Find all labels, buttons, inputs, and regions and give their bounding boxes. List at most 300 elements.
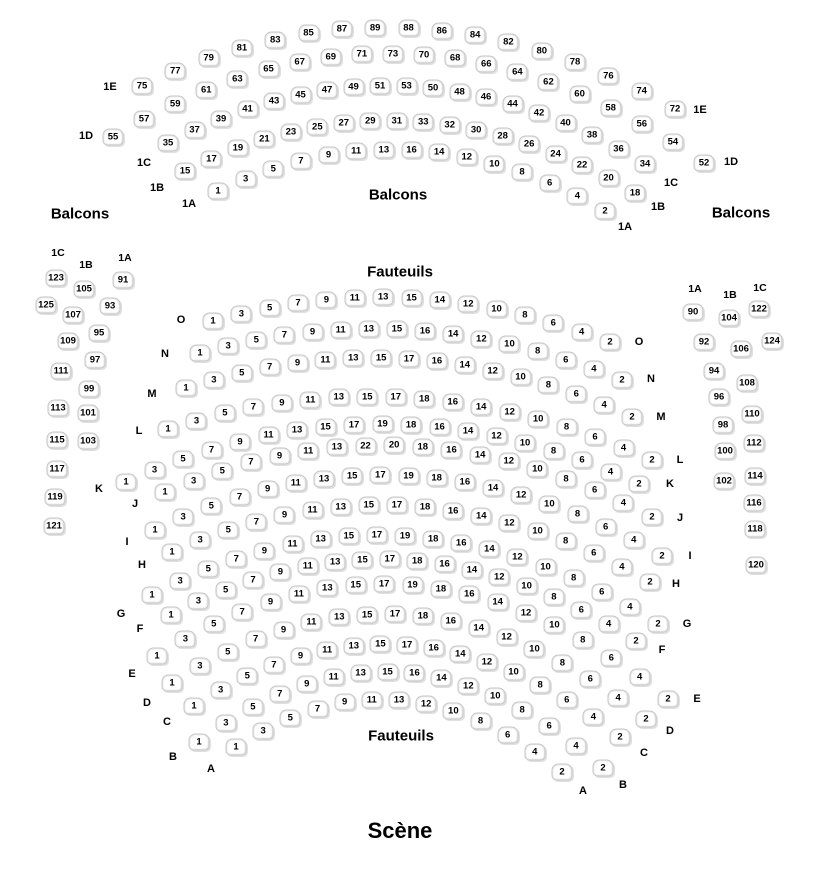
seat-D-12[interactable]: 12 — [496, 628, 517, 645]
seat-L-1[interactable]: 1 — [158, 421, 179, 438]
seat-J-18[interactable]: 18 — [412, 438, 433, 455]
seat-D-18[interactable]: 18 — [412, 608, 433, 625]
seat-box-right-100[interactable]: 100 — [715, 443, 736, 460]
seat-balcony-1A-3[interactable]: 3 — [235, 170, 256, 187]
seat-box-right-112[interactable]: 112 — [744, 435, 765, 452]
seat-O-1[interactable]: 1 — [203, 313, 224, 330]
seat-C-7[interactable]: 7 — [263, 657, 284, 674]
seat-balcony-1E-89[interactable]: 89 — [365, 19, 386, 36]
seat-N-5[interactable]: 5 — [246, 331, 267, 348]
seat-balcony-1C-48[interactable]: 48 — [449, 83, 470, 100]
seat-box-left-99[interactable]: 99 — [79, 381, 100, 398]
seat-F-15[interactable]: 15 — [352, 551, 373, 568]
seat-H-9[interactable]: 9 — [274, 507, 295, 524]
seat-balcony-1C-44[interactable]: 44 — [502, 96, 523, 113]
seat-G-14[interactable]: 14 — [479, 541, 500, 558]
seat-I-3[interactable]: 3 — [173, 509, 194, 526]
seat-box-left-103[interactable]: 103 — [78, 433, 99, 450]
seat-K-16[interactable]: 16 — [429, 419, 450, 436]
seat-G-11[interactable]: 11 — [282, 536, 303, 553]
seat-box-left-123[interactable]: 123 — [46, 270, 67, 287]
seat-F-10[interactable]: 10 — [516, 577, 537, 594]
seat-I-12[interactable]: 12 — [511, 487, 532, 504]
seat-balcony-1B-22[interactable]: 22 — [572, 157, 593, 174]
seat-balcony-1B-27[interactable]: 27 — [333, 115, 354, 132]
seat-A-7[interactable]: 7 — [307, 700, 328, 717]
seat-balcony-1A-5[interactable]: 5 — [263, 160, 284, 177]
seat-K-12[interactable]: 12 — [486, 428, 507, 445]
seat-E-4[interactable]: 4 — [629, 669, 650, 686]
seat-O-13[interactable]: 13 — [373, 289, 394, 306]
seat-box-right-90[interactable]: 90 — [683, 304, 704, 321]
seat-balcony-1C-34[interactable]: 34 — [635, 156, 656, 173]
seat-box-left-121[interactable]: 121 — [44, 518, 65, 535]
seat-box-right-106[interactable]: 106 — [731, 341, 752, 358]
seat-A-2[interactable]: 2 — [552, 764, 573, 781]
seat-balcony-1D-68[interactable]: 68 — [445, 50, 466, 67]
seat-A-4[interactable]: 4 — [524, 743, 545, 760]
seat-H-15[interactable]: 15 — [358, 497, 379, 514]
seat-C-6[interactable]: 6 — [556, 691, 577, 708]
seat-J-20[interactable]: 20 — [384, 437, 405, 454]
seat-J-2[interactable]: 2 — [642, 509, 663, 526]
seat-box-left-105[interactable]: 105 — [74, 281, 95, 298]
seat-N-4[interactable]: 4 — [583, 361, 604, 378]
seat-L-9[interactable]: 9 — [271, 394, 292, 411]
seat-balcony-1B-17[interactable]: 17 — [201, 150, 222, 167]
seat-balcony-1E-74[interactable]: 74 — [631, 83, 652, 100]
seat-D-14[interactable]: 14 — [468, 619, 489, 636]
seat-F-8[interactable]: 8 — [543, 588, 564, 605]
seat-B-14[interactable]: 14 — [431, 669, 452, 686]
seat-F-5[interactable]: 5 — [215, 581, 236, 598]
seat-E-18[interactable]: 18 — [430, 580, 451, 597]
seat-B-13[interactable]: 13 — [350, 664, 371, 681]
seat-D-17[interactable]: 17 — [385, 606, 406, 623]
seat-D-1[interactable]: 1 — [162, 675, 183, 692]
seat-balcony-1C-38[interactable]: 38 — [582, 127, 603, 144]
seat-A-3[interactable]: 3 — [253, 722, 274, 739]
seat-L-7[interactable]: 7 — [243, 399, 264, 416]
seat-M-1[interactable]: 1 — [176, 380, 197, 397]
seat-D-9[interactable]: 9 — [273, 621, 294, 638]
seat-balcony-1D-70[interactable]: 70 — [414, 46, 435, 63]
seat-balcony-1D-54[interactable]: 54 — [662, 134, 683, 151]
seat-H-17[interactable]: 17 — [386, 497, 407, 514]
seat-balcony-1A-6[interactable]: 6 — [539, 175, 560, 192]
seat-F-16[interactable]: 16 — [434, 556, 455, 573]
seat-J-12[interactable]: 12 — [498, 453, 519, 470]
seat-B-5[interactable]: 5 — [242, 699, 263, 716]
seat-F-13[interactable]: 13 — [325, 554, 346, 571]
seat-N-10[interactable]: 10 — [499, 336, 520, 353]
seat-J-4[interactable]: 4 — [613, 494, 634, 511]
seat-balcony-1C-43[interactable]: 43 — [264, 93, 285, 110]
seat-E-17[interactable]: 17 — [374, 575, 395, 592]
seat-B-9[interactable]: 9 — [296, 676, 317, 693]
seat-balcony-1B-26[interactable]: 26 — [519, 135, 540, 152]
seat-A-10[interactable]: 10 — [443, 702, 464, 719]
seat-E-5[interactable]: 5 — [203, 616, 224, 633]
seat-O-9[interactable]: 9 — [316, 291, 337, 308]
seat-box-right-118[interactable]: 118 — [745, 521, 766, 538]
seat-G-2[interactable]: 2 — [648, 616, 669, 633]
seat-E-2[interactable]: 2 — [658, 691, 679, 708]
seat-N-14[interactable]: 14 — [443, 326, 464, 343]
seat-box-right-98[interactable]: 98 — [713, 417, 734, 434]
seat-N-7[interactable]: 7 — [274, 327, 295, 344]
seat-balcony-1D-57[interactable]: 57 — [134, 111, 155, 128]
seat-balcony-1A-8[interactable]: 8 — [512, 164, 533, 181]
seat-F-11[interactable]: 11 — [297, 558, 318, 575]
seat-balcony-1D-73[interactable]: 73 — [382, 45, 403, 62]
seat-H-18[interactable]: 18 — [415, 499, 436, 516]
seat-M-7[interactable]: 7 — [259, 358, 280, 375]
seat-I-1[interactable]: 1 — [145, 522, 166, 539]
seat-balcony-1B-20[interactable]: 20 — [598, 170, 619, 187]
seat-B-1[interactable]: 1 — [189, 734, 210, 751]
seat-C-17[interactable]: 17 — [397, 637, 418, 654]
seat-A-12[interactable]: 12 — [416, 695, 437, 712]
seat-A-5[interactable]: 5 — [280, 710, 301, 727]
seat-D-8[interactable]: 8 — [552, 654, 573, 671]
seat-balcony-1A-13[interactable]: 13 — [373, 141, 394, 158]
seat-K-9[interactable]: 9 — [230, 433, 251, 450]
seat-J-13[interactable]: 13 — [326, 439, 347, 456]
seat-H-5[interactable]: 5 — [218, 522, 239, 539]
seat-L-12[interactable]: 12 — [499, 404, 520, 421]
seat-balcony-1C-49[interactable]: 49 — [343, 79, 364, 96]
seat-balcony-1A-14[interactable]: 14 — [429, 144, 450, 161]
seat-box-left-91[interactable]: 91 — [113, 272, 134, 289]
seat-G-3[interactable]: 3 — [170, 573, 191, 590]
seat-G-5[interactable]: 5 — [198, 561, 219, 578]
seat-K-2[interactable]: 2 — [629, 476, 650, 493]
seat-H-14[interactable]: 14 — [471, 507, 492, 524]
seat-N-2[interactable]: 2 — [612, 372, 633, 389]
seat-E-11[interactable]: 11 — [288, 585, 309, 602]
seat-balcony-1B-30[interactable]: 30 — [466, 121, 487, 138]
seat-H-16[interactable]: 16 — [443, 502, 464, 519]
seat-balcony-1D-69[interactable]: 69 — [320, 49, 341, 66]
seat-K-4[interactable]: 4 — [600, 463, 621, 480]
seat-C-16[interactable]: 16 — [423, 640, 444, 657]
seat-N-15[interactable]: 15 — [386, 321, 407, 338]
seat-balcony-1E-87[interactable]: 87 — [331, 21, 352, 38]
seat-box-left-95[interactable]: 95 — [89, 325, 110, 342]
seat-I-10[interactable]: 10 — [539, 495, 560, 512]
seat-K-5[interactable]: 5 — [173, 450, 194, 467]
seat-K-6[interactable]: 6 — [572, 452, 593, 469]
seat-M-9[interactable]: 9 — [287, 354, 308, 371]
seat-L-6[interactable]: 6 — [585, 429, 606, 446]
seat-E-8[interactable]: 8 — [572, 632, 593, 649]
seat-F-18[interactable]: 18 — [407, 553, 428, 570]
seat-L-17[interactable]: 17 — [385, 389, 406, 406]
seat-G-10[interactable]: 10 — [535, 558, 556, 575]
seat-M-16[interactable]: 16 — [426, 353, 447, 370]
seat-balcony-1A-4[interactable]: 4 — [567, 188, 588, 205]
seat-balcony-1D-52[interactable]: 52 — [694, 155, 715, 172]
seat-O-8[interactable]: 8 — [514, 306, 535, 323]
seat-box-left-93[interactable]: 93 — [100, 298, 121, 315]
seat-balcony-1A-7[interactable]: 7 — [290, 152, 311, 169]
seat-N-16[interactable]: 16 — [415, 323, 436, 340]
seat-J-7[interactable]: 7 — [240, 454, 261, 471]
seat-O-12[interactable]: 12 — [458, 295, 479, 312]
seat-box-left-125[interactable]: 125 — [36, 297, 57, 314]
seat-H-10[interactable]: 10 — [527, 523, 548, 540]
seat-balcony-1D-59[interactable]: 59 — [165, 95, 186, 112]
seat-O-2[interactable]: 2 — [600, 334, 621, 351]
seat-M-2[interactable]: 2 — [622, 409, 643, 426]
seat-L-4[interactable]: 4 — [613, 439, 634, 456]
seat-E-9[interactable]: 9 — [260, 593, 281, 610]
seat-G-7[interactable]: 7 — [226, 551, 247, 568]
seat-I-2[interactable]: 2 — [652, 548, 673, 565]
seat-balcony-1E-77[interactable]: 77 — [165, 63, 186, 80]
seat-G-6[interactable]: 6 — [591, 583, 612, 600]
seat-N-3[interactable]: 3 — [218, 337, 239, 354]
seat-E-7[interactable]: 7 — [232, 603, 253, 620]
seat-balcony-1C-35[interactable]: 35 — [158, 135, 179, 152]
seat-C-1[interactable]: 1 — [184, 698, 205, 715]
seat-L-16[interactable]: 16 — [442, 394, 463, 411]
seat-I-5[interactable]: 5 — [201, 498, 222, 515]
seat-L-8[interactable]: 8 — [556, 419, 577, 436]
seat-balcony-1C-40[interactable]: 40 — [555, 115, 576, 132]
seat-balcony-1B-23[interactable]: 23 — [280, 124, 301, 141]
seat-box-right-124[interactable]: 124 — [762, 333, 783, 350]
seat-A-11[interactable]: 11 — [361, 691, 382, 708]
seat-D-5[interactable]: 5 — [217, 643, 238, 660]
seat-box-left-117[interactable]: 117 — [47, 461, 68, 478]
seat-box-right-108[interactable]: 108 — [737, 375, 758, 392]
seat-O-11[interactable]: 11 — [344, 289, 365, 306]
seat-I-8[interactable]: 8 — [567, 506, 588, 523]
seat-H-3[interactable]: 3 — [190, 532, 211, 549]
seat-balcony-1C-42[interactable]: 42 — [529, 104, 550, 121]
seat-box-right-96[interactable]: 96 — [709, 389, 730, 406]
seat-K-14[interactable]: 14 — [458, 422, 479, 439]
seat-N-6[interactable]: 6 — [555, 351, 576, 368]
seat-balcony-1D-60[interactable]: 60 — [569, 85, 590, 102]
seat-B-4[interactable]: 4 — [566, 737, 587, 754]
seat-balcony-1A-16[interactable]: 16 — [401, 142, 422, 159]
seat-balcony-1C-39[interactable]: 39 — [211, 110, 232, 127]
seat-E-14[interactable]: 14 — [487, 594, 508, 611]
seat-balcony-1B-18[interactable]: 18 — [625, 185, 646, 202]
seat-A-8[interactable]: 8 — [470, 713, 491, 730]
seat-balcony-1C-37[interactable]: 37 — [184, 122, 205, 139]
seat-E-10[interactable]: 10 — [544, 617, 565, 634]
seat-F-14[interactable]: 14 — [461, 561, 482, 578]
seat-I-19[interactable]: 19 — [398, 468, 419, 485]
seat-box-right-120[interactable]: 120 — [746, 557, 767, 574]
seat-F-1[interactable]: 1 — [161, 607, 182, 624]
seat-O-4[interactable]: 4 — [571, 323, 592, 340]
seat-B-11[interactable]: 11 — [323, 668, 344, 685]
seat-B-15[interactable]: 15 — [377, 663, 398, 680]
seat-K-11[interactable]: 11 — [258, 427, 279, 444]
seat-balcony-1B-15[interactable]: 15 — [175, 163, 196, 180]
seat-K-7[interactable]: 7 — [201, 441, 222, 458]
seat-H-1[interactable]: 1 — [162, 544, 183, 561]
seat-M-17[interactable]: 17 — [399, 351, 420, 368]
seat-H-6[interactable]: 6 — [583, 545, 604, 562]
seat-K-19[interactable]: 19 — [372, 416, 393, 433]
seat-balcony-1D-61[interactable]: 61 — [196, 82, 217, 99]
seat-balcony-1E-75[interactable]: 75 — [132, 78, 153, 95]
seat-A-1[interactable]: 1 — [226, 739, 247, 756]
seat-balcony-1B-21[interactable]: 21 — [254, 131, 275, 148]
seat-balcony-1D-71[interactable]: 71 — [351, 46, 372, 63]
seat-M-4[interactable]: 4 — [594, 396, 615, 413]
seat-balcony-1B-24[interactable]: 24 — [545, 145, 566, 162]
seat-F-9[interactable]: 9 — [270, 564, 291, 581]
seat-balcony-1C-53[interactable]: 53 — [396, 78, 417, 95]
seat-K-10[interactable]: 10 — [515, 434, 536, 451]
seat-G-16[interactable]: 16 — [451, 534, 472, 551]
seat-F-12[interactable]: 12 — [489, 568, 510, 585]
seat-balcony-1E-72[interactable]: 72 — [665, 101, 686, 118]
seat-G-12[interactable]: 12 — [507, 548, 528, 565]
seat-balcony-1E-76[interactable]: 76 — [598, 67, 619, 84]
seat-L-10[interactable]: 10 — [528, 411, 549, 428]
seat-H-8[interactable]: 8 — [555, 533, 576, 550]
seat-M-10[interactable]: 10 — [510, 369, 531, 386]
seat-balcony-1E-83[interactable]: 83 — [265, 31, 286, 48]
seat-I-7[interactable]: 7 — [229, 489, 250, 506]
seat-M-12[interactable]: 12 — [482, 362, 503, 379]
seat-I-4[interactable]: 4 — [623, 532, 644, 549]
seat-H-11[interactable]: 11 — [302, 502, 323, 519]
seat-O-10[interactable]: 10 — [486, 300, 507, 317]
seat-H-7[interactable]: 7 — [246, 513, 267, 530]
seat-L-11[interactable]: 11 — [300, 391, 321, 408]
seat-K-13[interactable]: 13 — [287, 422, 308, 439]
seat-E-3[interactable]: 3 — [175, 630, 196, 647]
seat-C-12[interactable]: 12 — [476, 653, 497, 670]
seat-K-1[interactable]: 1 — [116, 474, 137, 491]
seat-K-8[interactable]: 8 — [543, 442, 564, 459]
seat-N-13[interactable]: 13 — [358, 320, 379, 337]
seat-I-14[interactable]: 14 — [483, 479, 504, 496]
seat-G-19[interactable]: 19 — [395, 528, 416, 545]
seat-E-15[interactable]: 15 — [345, 576, 366, 593]
seat-M-8[interactable]: 8 — [538, 377, 559, 394]
seat-L-5[interactable]: 5 — [214, 405, 235, 422]
seat-F-2[interactable]: 2 — [626, 633, 647, 650]
seat-balcony-1C-50[interactable]: 50 — [423, 80, 444, 97]
seat-F-7[interactable]: 7 — [243, 572, 264, 589]
seat-balcony-1D-62[interactable]: 62 — [538, 73, 559, 90]
seat-N-8[interactable]: 8 — [527, 343, 548, 360]
seat-D-3[interactable]: 3 — [189, 658, 210, 675]
seat-box-left-119[interactable]: 119 — [45, 489, 66, 506]
seat-J-16[interactable]: 16 — [441, 442, 462, 459]
seat-H-2[interactable]: 2 — [640, 574, 661, 591]
seat-A-9[interactable]: 9 — [334, 694, 355, 711]
seat-balcony-1C-41[interactable]: 41 — [237, 101, 258, 118]
seat-balcony-1B-28[interactable]: 28 — [492, 127, 513, 144]
seat-box-right-110[interactable]: 110 — [742, 406, 763, 423]
seat-balcony-1E-81[interactable]: 81 — [231, 39, 252, 56]
seat-B-2[interactable]: 2 — [593, 760, 614, 777]
seat-C-15[interactable]: 15 — [370, 636, 391, 653]
seat-box-right-102[interactable]: 102 — [714, 473, 735, 490]
seat-C-10[interactable]: 10 — [503, 663, 524, 680]
seat-C-3[interactable]: 3 — [210, 682, 231, 699]
seat-A-13[interactable]: 13 — [389, 692, 410, 709]
seat-O-6[interactable]: 6 — [543, 314, 564, 331]
seat-J-10[interactable]: 10 — [527, 461, 548, 478]
seat-balcony-1B-31[interactable]: 31 — [386, 112, 407, 129]
seat-G-1[interactable]: 1 — [142, 587, 163, 604]
seat-balcony-1A-12[interactable]: 12 — [456, 149, 477, 166]
seat-N-12[interactable]: 12 — [471, 330, 492, 347]
seat-G-8[interactable]: 8 — [563, 570, 584, 587]
seat-balcony-1D-56[interactable]: 56 — [631, 116, 652, 133]
seat-D-15[interactable]: 15 — [357, 606, 378, 623]
seat-I-9[interactable]: 9 — [257, 481, 278, 498]
seat-G-9[interactable]: 9 — [254, 542, 275, 559]
seat-I-15[interactable]: 15 — [342, 468, 363, 485]
seat-box-right-122[interactable]: 122 — [749, 301, 770, 318]
seat-C-2[interactable]: 2 — [610, 729, 631, 746]
seat-balcony-1D-63[interactable]: 63 — [227, 70, 248, 87]
seat-balcony-1E-78[interactable]: 78 — [565, 54, 586, 71]
seat-B-16[interactable]: 16 — [404, 665, 425, 682]
seat-J-1[interactable]: 1 — [155, 484, 176, 501]
seat-O-3[interactable]: 3 — [231, 305, 252, 322]
seat-J-8[interactable]: 8 — [556, 470, 577, 487]
seat-E-16[interactable]: 16 — [459, 586, 480, 603]
seat-C-14[interactable]: 14 — [450, 645, 471, 662]
seat-balcony-1A-10[interactable]: 10 — [484, 155, 505, 172]
seat-I-17[interactable]: 17 — [370, 467, 391, 484]
seat-C-13[interactable]: 13 — [343, 637, 364, 654]
seat-G-15[interactable]: 15 — [338, 528, 359, 545]
seat-C-8[interactable]: 8 — [530, 676, 551, 693]
seat-J-14[interactable]: 14 — [470, 446, 491, 463]
seat-E-13[interactable]: 13 — [317, 580, 338, 597]
seat-E-1[interactable]: 1 — [147, 648, 168, 665]
seat-O-14[interactable]: 14 — [429, 292, 450, 309]
seat-O-15[interactable]: 15 — [401, 290, 422, 307]
seat-balcony-1C-47[interactable]: 47 — [317, 82, 338, 99]
seat-box-right-116[interactable]: 116 — [744, 495, 765, 512]
seat-H-13[interactable]: 13 — [330, 498, 351, 515]
seat-D-6[interactable]: 6 — [580, 671, 601, 688]
seat-F-6[interactable]: 6 — [571, 601, 592, 618]
seat-M-6[interactable]: 6 — [566, 386, 587, 403]
seat-box-left-97[interactable]: 97 — [85, 352, 106, 369]
seat-balcony-1E-79[interactable]: 79 — [198, 50, 219, 67]
seat-M-5[interactable]: 5 — [231, 364, 252, 381]
seat-balcony-1D-64[interactable]: 64 — [507, 63, 528, 80]
seat-F-3[interactable]: 3 — [188, 593, 209, 610]
seat-G-17[interactable]: 17 — [366, 527, 387, 544]
seat-balcony-1E-82[interactable]: 82 — [498, 34, 519, 51]
seat-G-4[interactable]: 4 — [619, 598, 640, 615]
seat-box-right-94[interactable]: 94 — [704, 363, 725, 380]
seat-H-4[interactable]: 4 — [611, 558, 632, 575]
seat-D-7[interactable]: 7 — [245, 631, 266, 648]
seat-M-11[interactable]: 11 — [315, 351, 336, 368]
seat-L-13[interactable]: 13 — [328, 389, 349, 406]
seat-H-12[interactable]: 12 — [499, 514, 520, 531]
